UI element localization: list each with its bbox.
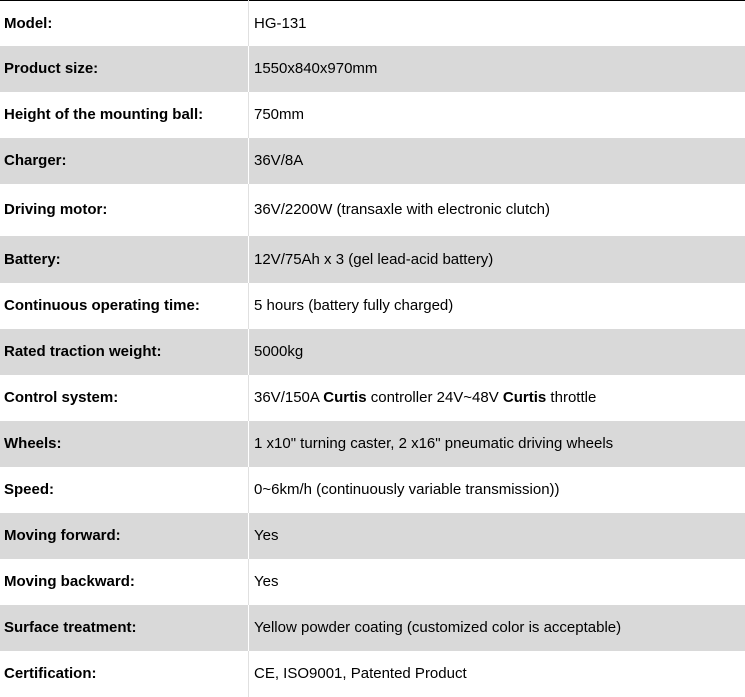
spec-label: Continuous operating time: [0, 283, 249, 329]
spec-row-battery [0, 236, 745, 283]
spec-value: 1550x840x970mm [249, 46, 745, 92]
spec-value: HG-131 [249, 1, 745, 46]
control-part: controller 24V~48V [367, 389, 503, 406]
spec-row-product-size [0, 46, 745, 92]
spec-value: 12V/75Ah x 3 (gel lead-acid battery) [249, 236, 745, 283]
control-part: throttle [546, 389, 596, 406]
spec-value: 36V/8A [249, 138, 745, 184]
spec-row-speed [0, 467, 745, 513]
spec-value: 36V/2200W (transaxle with electronic clutch) [249, 184, 745, 236]
spec-label: Speed: [0, 467, 249, 513]
spec-label: Moving forward: [0, 513, 249, 559]
brand-name: Curtis [503, 389, 546, 406]
spec-value: 5 hours (battery fully charged) [249, 283, 745, 329]
spec-row-mounting-ball-height [0, 92, 745, 138]
spec-label: Driving motor: [0, 184, 249, 236]
spec-value: 0~6km/h (continuously variable transmission)) [249, 467, 745, 513]
control-part: 36V/150A [254, 389, 323, 406]
spec-label: Wheels: [0, 421, 249, 467]
spec-row-charger [0, 138, 745, 184]
spec-value: Yes [249, 513, 745, 559]
spec-row-certification [0, 651, 745, 697]
spec-label: Surface treatment: [0, 605, 249, 651]
spec-value: 750mm [249, 92, 745, 138]
spec-label: Product size: [0, 46, 249, 92]
spec-row-model [0, 1, 745, 46]
spec-row-moving-forward [0, 513, 745, 559]
spec-row-control-system [0, 375, 745, 421]
spec-label: Height of the mounting ball: [0, 92, 249, 138]
spec-value: 1 x10" turning caster, 2 x16" pneumatic driving wheels [249, 421, 745, 467]
spec-label: Moving backward: [0, 559, 249, 605]
spec-label: Model: [0, 1, 249, 46]
spec-value: CE, ISO9001, Patented Product [249, 651, 745, 697]
spec-value: Yes [249, 559, 745, 605]
spec-row-operating-time [0, 283, 745, 329]
spec-label: Battery: [0, 236, 249, 283]
spec-value: 5000kg [249, 329, 745, 375]
spec-row-traction-weight [0, 329, 745, 375]
spec-row-moving-backward [0, 559, 745, 605]
spec-label: Control system: [0, 375, 249, 421]
spec-label: Certification: [0, 651, 249, 697]
spec-row-wheels [0, 421, 745, 467]
spec-value: Yellow powder coating (customized color is acceptable) [249, 605, 745, 651]
brand-name: Curtis [323, 389, 366, 406]
spec-row-surface-treatment [0, 605, 745, 651]
spec-label: Rated traction weight: [0, 329, 249, 375]
spec-value [249, 375, 745, 421]
spec-label: Charger: [0, 138, 249, 184]
spec-row-driving-motor [0, 184, 745, 236]
